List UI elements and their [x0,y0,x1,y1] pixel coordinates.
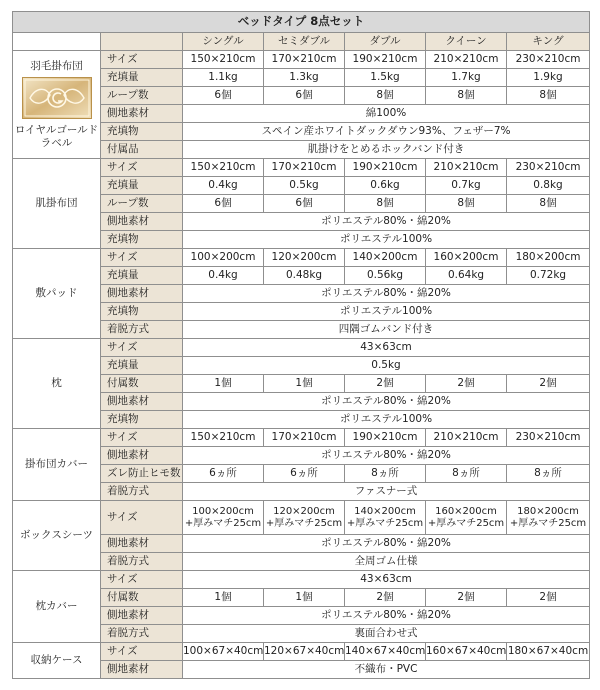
value-cell-semi-double: 6個 [264,87,345,105]
value-cell-king: 2個 [507,589,590,607]
item-label-cell: 付属数 [101,375,183,393]
value-cell-double: 2個 [345,375,426,393]
all-sizes-value-cell: 全周ゴム仕様 [183,553,590,571]
item-label-cell: 充填物 [101,411,183,429]
value-cell-queen: 210×210cm [426,429,507,447]
item-label-cell: 充填量 [101,69,183,87]
value-cell-single: 6ヵ所 [183,465,264,483]
value-cell-single: 6個 [183,87,264,105]
category-cell [13,159,101,249]
category-label: 枕カバー [35,600,78,613]
category-label: ロイヤルゴールド [14,124,99,137]
all-sizes-value-cell: 肌掛けをとめるホックバンド付き [183,141,590,159]
value-cell-semi-double: 170×210cm [264,51,345,69]
category-label: 羽毛掛布団 [30,60,83,73]
all-sizes-value-cell: 不織布・PVC [183,661,590,679]
item-label-cell: 付属品 [101,141,183,159]
value-cell-semi-double: 1個 [264,375,345,393]
value-cell-king: 1.9kg [507,69,590,87]
table-row [13,159,590,177]
header-blank-item-cell [101,33,183,51]
item-label-cell: 充填量 [101,177,183,195]
value-cell-semi-double: 1.3kg [264,69,345,87]
category-label: ボックスシーツ [20,529,93,542]
item-label-cell: 着脱方式 [101,553,183,571]
item-label-cell: 充填量 [101,357,183,375]
value-cell-semi-double: 120×67×40cm [264,643,345,661]
value-cell-semi-double: 120×200cm +厚みマチ25cm [264,501,345,535]
value-cell-queen: 1.7kg [426,69,507,87]
header-blank-cell [13,33,101,51]
value-cell-single: 0.4kg [183,267,264,285]
size-header-king: キング [507,33,590,51]
category-label: 枕 [51,377,62,390]
item-label-cell: 側地素材 [101,447,183,465]
value-cell-queen: 0.64kg [426,267,507,285]
item-label-cell: サイズ [101,501,183,535]
category-label: 敷パッド [35,287,78,300]
item-label-cell: サイズ [101,429,183,447]
value-cell-king: 230×210cm [507,429,590,447]
value-cell-semi-double: 6ヵ所 [264,465,345,483]
size-header-single: シングル [183,33,264,51]
value-cell-king: 230×210cm [507,51,590,69]
value-cell-queen: 160×200cm +厚みマチ25cm [426,501,507,535]
table-row [13,249,590,267]
value-cell-single: 1個 [183,375,264,393]
value-cell-double: 140×67×40cm [345,643,426,661]
item-label-cell: サイズ [101,249,183,267]
value-cell-double: 190×210cm [345,51,426,69]
value-cell-double: 8ヵ所 [345,465,426,483]
all-sizes-value-cell: ポリエステル80%・綿20% [183,447,590,465]
item-label-cell: 付属数 [101,589,183,607]
size-header-row [13,33,590,51]
all-sizes-value-cell: ポリエステル80%・綿20% [183,213,590,231]
item-label-cell: サイズ [101,643,183,661]
item-label-cell: 着脱方式 [101,483,183,501]
value-cell-single: 150×210cm [183,159,264,177]
table-title: ベッドタイプ 8点セット [13,12,590,33]
value-cell-queen: 0.7kg [426,177,507,195]
item-label-cell: 充填物 [101,303,183,321]
value-cell-double: 140×200cm [345,249,426,267]
category-label: 肌掛布団 [35,197,78,210]
value-cell-king: 8ヵ所 [507,465,590,483]
value-cell-king: 180×67×40cm [507,643,590,661]
table-row [13,429,590,447]
table-row [13,51,590,69]
category-cell [13,571,101,643]
value-cell-queen: 8個 [426,87,507,105]
size-header-semi-double: セミダブル [264,33,345,51]
value-cell-single: 1.1kg [183,69,264,87]
item-label-cell: 側地素材 [101,393,183,411]
value-cell-single: 6個 [183,195,264,213]
royal-gold-label-logo [22,77,92,119]
value-cell-queen: 160×200cm [426,249,507,267]
item-label-cell: 充填量 [101,267,183,285]
value-cell-queen: 210×210cm [426,159,507,177]
all-sizes-value-cell: 四隅ゴムバンド付き [183,321,590,339]
all-sizes-value-cell: ポリエステル80%・綿20% [183,393,590,411]
value-cell-queen: 8ヵ所 [426,465,507,483]
value-cell-single: 1個 [183,589,264,607]
value-cell-semi-double: 170×210cm [264,429,345,447]
title-row [13,12,590,33]
category-cell [13,339,101,429]
value-cell-king: 180×200cm +厚みマチ25cm [507,501,590,535]
all-sizes-value-cell: 0.5kg [183,357,590,375]
value-cell-double: 2個 [345,589,426,607]
all-sizes-value-cell: ポリエステル100% [183,303,590,321]
item-label-cell: 充填物 [101,123,183,141]
category-cell [13,501,101,571]
value-cell-king: 180×200cm [507,249,590,267]
value-cell-single: 150×210cm [183,429,264,447]
size-header-double: ダブル [345,33,426,51]
all-sizes-value-cell: ファスナー式 [183,483,590,501]
spec-table [12,11,590,679]
category-label: 収納ケース [30,654,83,667]
table-row [13,339,590,357]
value-cell-semi-double: 0.48kg [264,267,345,285]
item-label-cell: 側地素材 [101,535,183,553]
value-cell-queen: 160×67×40cm [426,643,507,661]
category-label: 掛布団カバー [25,458,88,471]
value-cell-king: 8個 [507,87,590,105]
item-label-cell: サイズ [101,571,183,589]
value-cell-double: 8個 [345,87,426,105]
item-label-cell: 着脱方式 [101,625,183,643]
value-cell-semi-double: 120×200cm [264,249,345,267]
category-cell [13,51,101,159]
item-label-cell: 側地素材 [101,213,183,231]
table-row [13,501,590,535]
table-row [13,643,590,661]
item-label-cell: ループ数 [101,87,183,105]
value-cell-queen: 210×210cm [426,51,507,69]
all-sizes-value-cell: スペイン産ホワイトダックダウン93%、フェザー7% [183,123,590,141]
value-cell-king: 230×210cm [507,159,590,177]
value-cell-double: 1.5kg [345,69,426,87]
all-sizes-value-cell: 綿100% [183,105,590,123]
item-label-cell: サイズ [101,339,183,357]
value-cell-king: 0.72kg [507,267,590,285]
size-header-queen: クイーン [426,33,507,51]
all-sizes-value-cell: ポリエステル100% [183,231,590,249]
item-label-cell: サイズ [101,51,183,69]
value-cell-double: 190×210cm [345,159,426,177]
value-cell-double: 0.6kg [345,177,426,195]
item-label-cell: 着脱方式 [101,321,183,339]
value-cell-double: 0.56kg [345,267,426,285]
value-cell-single: 100×200cm [183,249,264,267]
value-cell-double: 140×200cm +厚みマチ25cm [345,501,426,535]
item-label-cell: サイズ [101,159,183,177]
value-cell-double: 8個 [345,195,426,213]
category-label: ラベル [40,136,73,149]
item-label-cell: 側地素材 [101,105,183,123]
item-label-cell: 側地素材 [101,661,183,679]
value-cell-double: 190×210cm [345,429,426,447]
value-cell-semi-double: 0.5kg [264,177,345,195]
all-sizes-value-cell: ポリエステル80%・綿20% [183,607,590,625]
category-cell [13,643,101,679]
value-cell-single: 0.4kg [183,177,264,195]
item-label-cell: 側地素材 [101,607,183,625]
value-cell-king: 2個 [507,375,590,393]
value-cell-single: 100×200cm +厚みマチ25cm [183,501,264,535]
all-sizes-value-cell: 43×63cm [183,571,590,589]
item-label-cell: ズレ防止ヒモ数 [101,465,183,483]
all-sizes-value-cell: ポリエステル80%・綿20% [183,535,590,553]
value-cell-single: 100×67×40cm [183,643,264,661]
value-cell-king: 8個 [507,195,590,213]
item-label-cell: 側地素材 [101,285,183,303]
category-cell [13,429,101,501]
value-cell-king: 0.8kg [507,177,590,195]
all-sizes-value-cell: 裏面合わせ式 [183,625,590,643]
category-cell [13,249,101,339]
all-sizes-value-cell: ポリエステル80%・綿20% [183,285,590,303]
value-cell-queen: 2個 [426,589,507,607]
all-sizes-value-cell: 43×63cm [183,339,590,357]
value-cell-queen: 8個 [426,195,507,213]
item-label-cell: 充填物 [101,231,183,249]
value-cell-single: 150×210cm [183,51,264,69]
all-sizes-value-cell: ポリエステル100% [183,411,590,429]
table-row [13,571,590,589]
item-label-cell: ループ数 [101,195,183,213]
value-cell-queen: 2個 [426,375,507,393]
value-cell-semi-double: 6個 [264,195,345,213]
value-cell-semi-double: 170×210cm [264,159,345,177]
value-cell-semi-double: 1個 [264,589,345,607]
